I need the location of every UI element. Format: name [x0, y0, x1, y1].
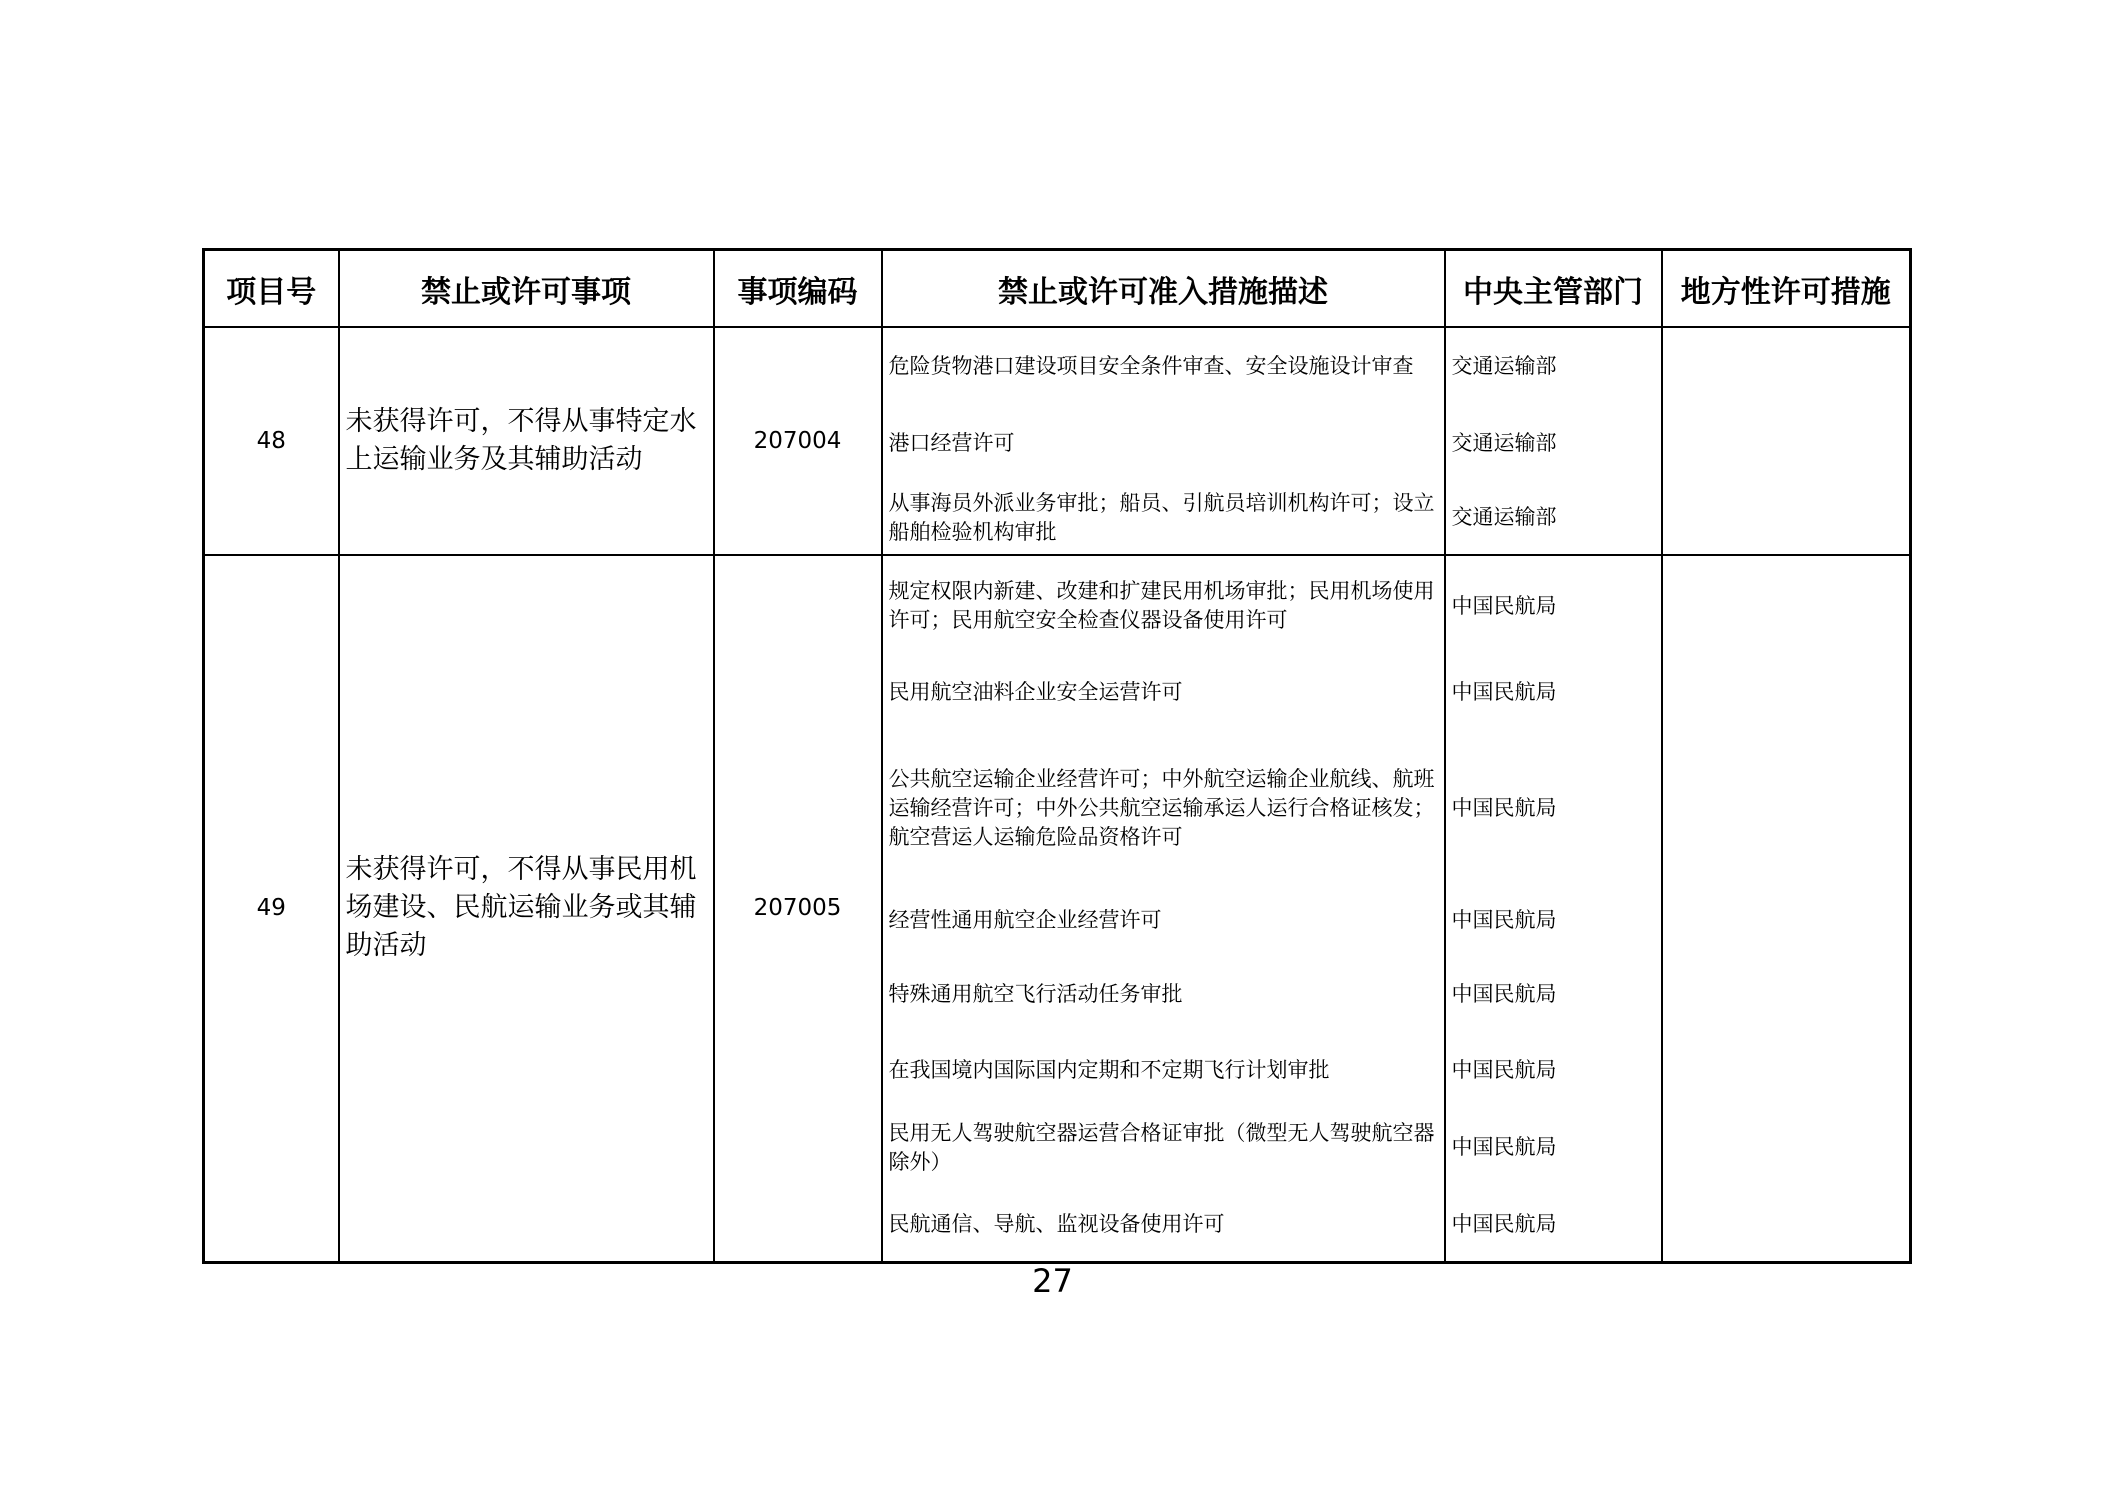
item-code: 207004 — [714, 327, 882, 555]
central-dept: 中国民航局 — [1451, 1211, 1557, 1236]
header-item-number: 项目号 — [204, 250, 339, 328]
central-dept: 交通运输部 — [1451, 430, 1557, 455]
central-dept: 中国民航局 — [1451, 981, 1557, 1006]
central-dept: 中国民航局 — [1451, 795, 1557, 820]
item-number: 49 — [204, 555, 339, 1262]
measure-desc: 港口经营许可 — [888, 430, 1015, 455]
local-measure — [1662, 327, 1911, 555]
measure-desc: 从事海员外派业务审批；船员、引航员培训机构许可；设立船舶检验机构审批 — [888, 490, 1435, 544]
page-number: 27 — [1032, 1262, 1073, 1300]
measure-desc: 在我国境内国际国内定期和不定期飞行计划审批 — [888, 1058, 1330, 1082]
measure-desc: 危险货物港口建设项目安全条件审查、安全设施设计审查 — [888, 354, 1414, 378]
header-measure-desc: 禁止或许可准入措施描述 — [882, 250, 1445, 328]
table-row — [204, 555, 1911, 1262]
central-dept: 中国民航局 — [1451, 1058, 1557, 1082]
measure-list — [882, 327, 1445, 555]
table-header-row — [204, 250, 1911, 328]
local-measure — [1662, 555, 1911, 1262]
table-row — [204, 327, 1911, 555]
central-dept: 中国民航局 — [1451, 593, 1557, 618]
item-name: 未获得许可，不得从事民用机场建设、民航运输业务或其辅助活动 — [339, 555, 714, 1262]
dept-list — [1445, 327, 1662, 555]
measure-desc: 公共航空运输企业经营许可；中外航空运输企业航线、航班运输经营许可；中外公共航空运输承运人运行合格证核发；航空营运人运输危险品资格许可 — [888, 766, 1435, 849]
measure-desc: 规定权限内新建、改建和扩建民用机场审批；民用机场使用许可；民用航空安全检查仪器设备使用许可 — [888, 579, 1435, 632]
measure-desc: 民用无人驾驶航空器运营合格证审批（微型无人驾驶航空器除外） — [888, 1120, 1435, 1174]
header-item-name: 禁止或许可事项 — [339, 250, 714, 328]
item-name: 未获得许可，不得从事特定水上运输业务及其辅助活动 — [339, 327, 714, 555]
central-dept: 中国民航局 — [1451, 679, 1557, 704]
measure-desc: 经营性通用航空企业经营许可 — [888, 908, 1162, 932]
central-dept: 中国民航局 — [1451, 1135, 1557, 1159]
central-dept: 中国民航局 — [1451, 908, 1557, 932]
dept-list — [1445, 555, 1662, 1262]
measure-desc: 特殊通用航空飞行活动任务审批 — [888, 981, 1183, 1006]
measure-desc: 民用航空油料企业安全运营许可 — [888, 679, 1183, 704]
item-code: 207005 — [714, 555, 882, 1262]
header-item-code: 事项编码 — [714, 250, 882, 328]
measure-list — [882, 555, 1445, 1262]
item-number: 48 — [204, 327, 339, 555]
header-central-dept: 中央主管部门 — [1445, 250, 1662, 328]
measure-desc: 民航通信、导航、监视设备使用许可 — [888, 1211, 1225, 1236]
license-table — [202, 248, 1912, 1264]
central-dept: 交通运输部 — [1451, 505, 1557, 529]
central-dept: 交通运输部 — [1451, 354, 1557, 378]
header-local-measure: 地方性许可措施 — [1662, 250, 1911, 328]
